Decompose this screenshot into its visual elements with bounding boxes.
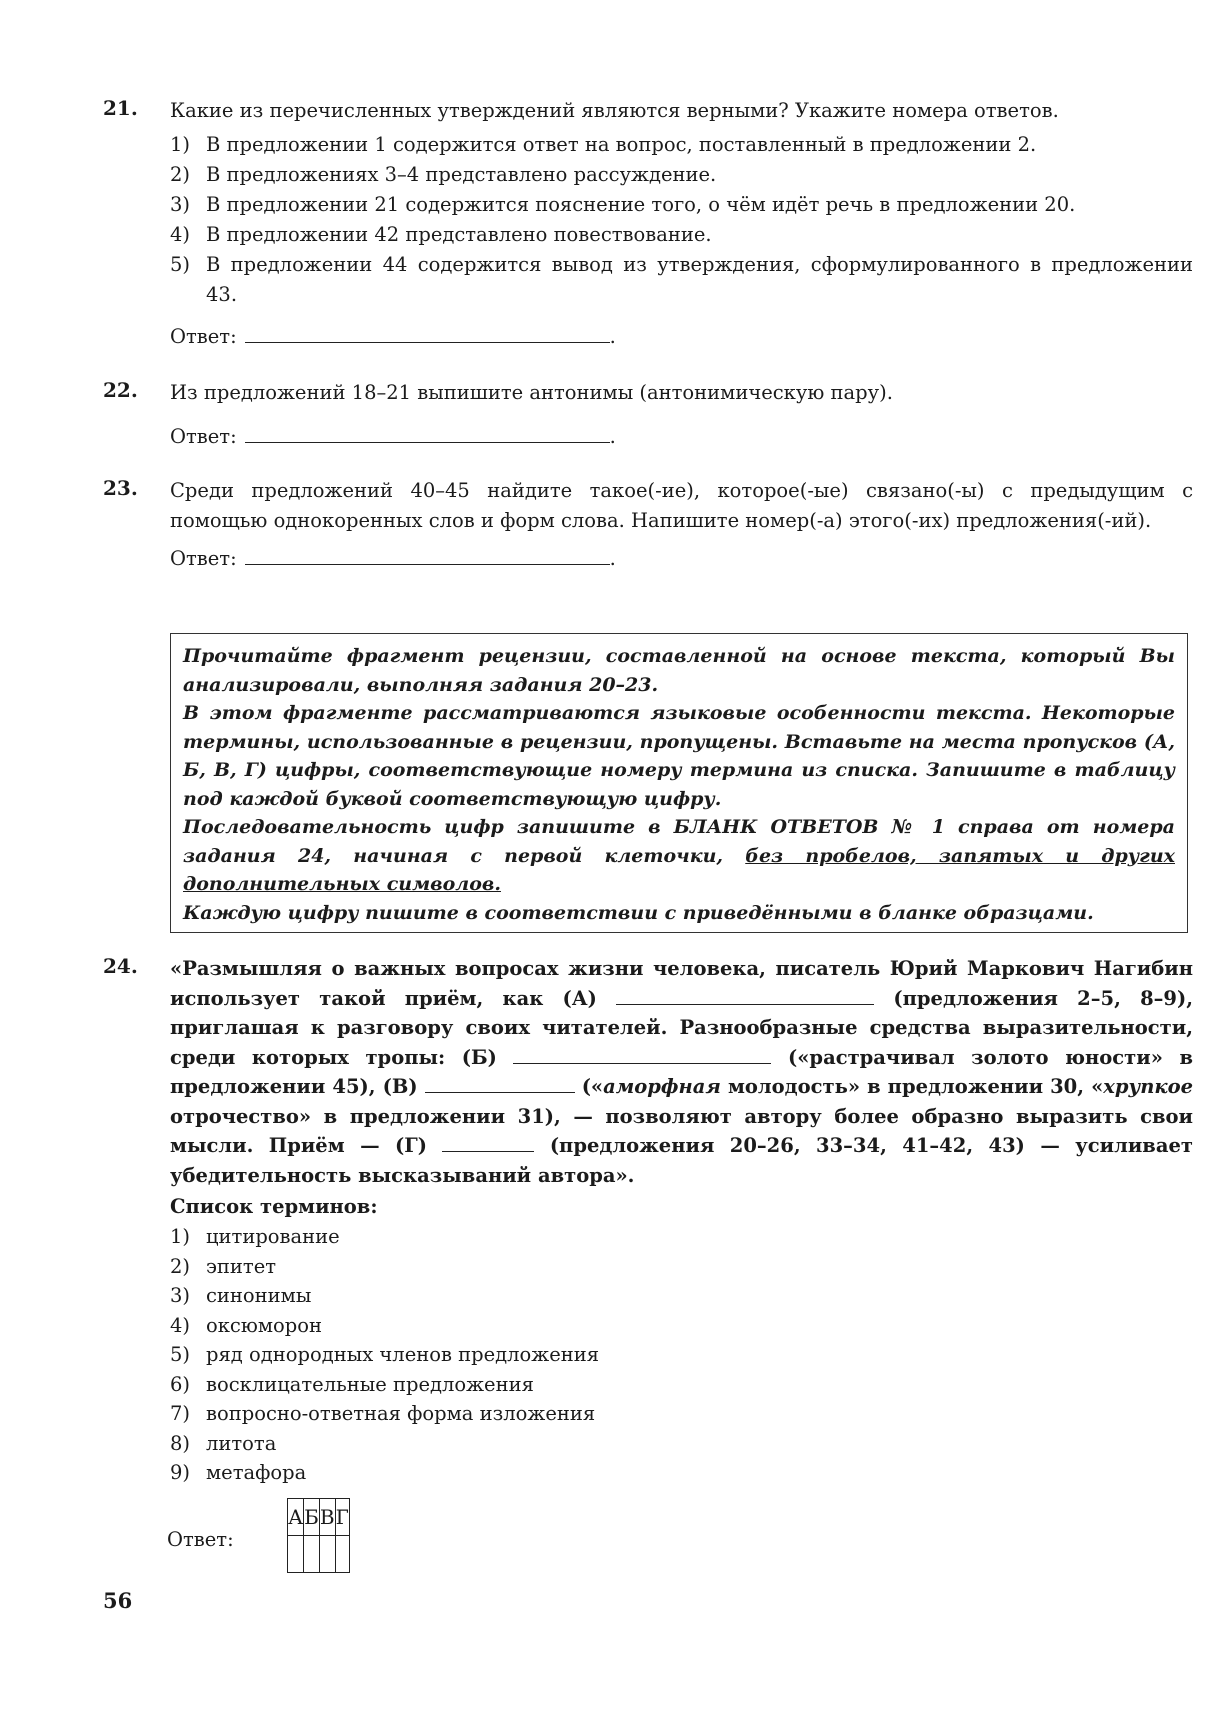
terms-list	[170, 1222, 1193, 1488]
question-text: Из предложений 18–21 выпишите антонимы (антонимическую пару).	[170, 381, 893, 404]
question-text: Среди предложений 40–45 найдите такое(-ие), которое(-ые) связано(-ы) с предыдущим с помощью однокоренных слов и форм слова. Напишите номер(-а) этого(-их) предложения(-ий).	[170, 479, 1193, 532]
question-number: 23.	[103, 476, 138, 500]
answer-cell-g[interactable]	[335, 1536, 349, 1573]
option: 2) В предложениях 3–4 представлено рассуждение.	[170, 163, 717, 186]
blank-v[interactable]	[425, 1078, 575, 1093]
term-item: 1) цитирование	[170, 1225, 340, 1248]
underlined-text: без пробелов, запятых и других дополнительных символов.	[183, 844, 1175, 895]
terms-title: Список терминов:	[170, 1195, 378, 1218]
option: 4) В предложении 42 представлено повествование.	[170, 223, 712, 246]
answer-cell-b[interactable]	[304, 1536, 320, 1573]
term-item: 7) вопросно-ответная форма изложения	[170, 1402, 596, 1425]
answer-table	[287, 1498, 350, 1573]
answer-label: Ответ:	[167, 1528, 234, 1551]
term-item: 2) эпитет	[170, 1254, 277, 1278]
option: 1) В предложении 1 содержится ответ на вопрос, поставленный в предложении 2.	[170, 133, 1037, 156]
instruction-paragraph: Последовательность цифр запишите в БЛАНК ОТВЕТОВ № 1 справа от номера задания 24, начиная с первой клеточки, без пробелов, запятых и других дополнительных символов.	[183, 816, 1175, 895]
table-header-a: А	[288, 1499, 304, 1536]
question-24	[103, 954, 1193, 1488]
term-item: 9) метафора	[170, 1461, 307, 1484]
term-item: 8) литота	[170, 1431, 277, 1455]
term-item: 4) оксюморон	[170, 1313, 322, 1337]
question-number: 21.	[103, 96, 138, 120]
term-item: 6) восклицательные предложения	[170, 1372, 534, 1396]
instruction-box	[170, 633, 1188, 933]
answer-cell-v[interactable]	[319, 1536, 335, 1573]
page-number: 56	[103, 1588, 133, 1613]
option: 5) В предложении 44 содержится вывод из утверждения, сформулированного в предложении 43.	[170, 253, 1193, 306]
answer-field[interactable]: Ответ: .	[170, 425, 616, 448]
table-header-v: В	[319, 1499, 335, 1536]
question-number: 22.	[103, 378, 138, 402]
answer-field[interactable]: Ответ: .	[170, 325, 616, 348]
table-header-g: Г	[335, 1499, 349, 1536]
table-header-b: Б	[304, 1499, 320, 1536]
instruction-paragraph: Прочитайте фрагмент рецензии, составленной на основе текста, который Вы анализировали, выполняя задания 20–23.	[183, 645, 1175, 696]
options-list	[170, 130, 1193, 310]
blank-g[interactable]	[442, 1137, 534, 1152]
question-text: Какие из перечисленных утверждений являются верными? Укажите номера ответов.	[170, 99, 1059, 122]
instruction-paragraph: В этом фрагменте рассматриваются языковые особенности текста. Некоторые термины, использованные в рецензии, пропущены. Вставьте на места пропусков (А, Б, В, Г) цифры, соответствующие номеру термина из списка. Запишите в таблицу под каждой буквой соответствующую цифру.	[183, 702, 1175, 810]
question-number: 24.	[103, 954, 138, 978]
blank-a[interactable]	[616, 990, 874, 1005]
answer-line[interactable]	[245, 548, 610, 565]
blank-b[interactable]	[513, 1049, 771, 1064]
review-text: «Размышляя о важных вопросах жизни человека, писатель Юрий Маркович Нагибин использует такой приём, как (А) (предложения 2–5, 8–9), приглашая к разговору своих читателей. Разнообразные средства выразительности, среди которых тропы: (Б) («растрачивал золото юности» в предложении 45), (В) («аморфная молодость» в предложении 30, «хрупкое отрочество» в предложении 31), — позволяют автору более образно выразить свои мысли. Приём — (Г) (предложения 20–26, 33–34, 41–42, 43) — усиливает убедительность высказываний автора».	[170, 957, 1193, 1187]
option: 3) В предложении 21 содержится пояснение того, о чём идёт речь в предложении 20.	[170, 193, 1076, 216]
term-item: 3) синонимы	[170, 1284, 312, 1307]
answer-line[interactable]	[245, 326, 610, 343]
answer-cell-a[interactable]	[288, 1536, 304, 1573]
question-21	[103, 96, 1193, 352]
answer-line[interactable]	[245, 426, 610, 443]
term-item: 5) ряд однородных членов предложения	[170, 1343, 600, 1366]
question-22	[103, 378, 1193, 452]
instruction-paragraph: Каждую цифру пишите в соответствии с приведёнными в бланке образцами.	[183, 901, 1094, 924]
answer-field[interactable]: Ответ: .	[170, 547, 616, 570]
question-23	[103, 476, 1193, 574]
